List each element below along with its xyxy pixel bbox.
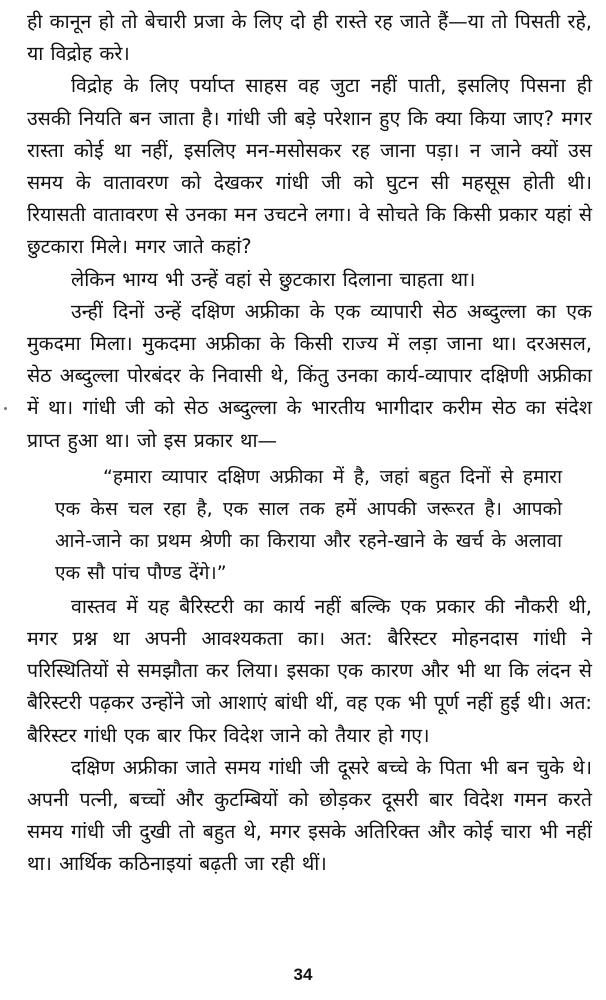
margin-mark <box>4 407 7 410</box>
paragraph-4: उन्हीं दिनों उन्हें दक्षिण अफ्रीका के एक व्यापारी सेठ अब्दुल्ला का एक मुकदमा मिला। मुकदमा अफ्रीका के किसी राज्य में लड़ा जाना था। दरअसल, सेठ अब्दुल्ला पोरबंदर के निवासी थे, किंतु उनका कार्य-व्यापार दक्षिणी अफ्रीका में था। गांधी जी को सेठ अब्दुल्ला के भारतीय भागीदार करीम सेठ का संदेश प्राप्त हुआ था। जो इस प्रकार था— <box>27 299 592 452</box>
paragraph-1: ही कानून हो तो बेचारी प्रजा के लिए दो ही रास्ते रह जाते हैं—या तो पिसती रहे, या विद्रोह करे। <box>27 10 592 66</box>
page-number: 34 <box>293 965 313 984</box>
block-quote-text: “हमारा व्यापार दक्षिण अफ्रीका में है, जहां बहुत दिनों से हमारा एक केस चल रहा है, एक साल तक हमें आपकी जरूरत है। आपको आने-जाने का प्रथम श्रेणी का किराया और रहने-खाने के खर्च के अलावा एक सौ पांच पौण्ड देंगे।” <box>55 465 562 584</box>
paragraph-3: लेकिन भाग्य भी उन्हें वहां से छुटकारा दिलाना चाहता था। <box>71 267 476 291</box>
paragraph-5: वास्तव में यह बैरिस्टरी का कार्य नहीं बल्कि एक प्रकार की नौकरी थी, मगर प्रश्न था अपनी आवश्यकता का। अत: बैरिस्टर मोहनदास गांधी ने परिस्थितियों से समझौता कर लिया। इसका एक कारण और भी था कि लंदन से बैरिस्टरी पढ़कर उन्होंने जो आशाएं बांधी थीं, वह एक भी पूर्ण नहीं हुई थी। अत: बैरिस्टर गांधी एक बार फिर विदेश जाने को तैयार हो गए। <box>27 594 592 747</box>
paragraph-6: दक्षिण अफ्रीका जाते समय गांधी जी दूसरे बच्चे के पिता भी बन चुके थे। अपनी पत्नी, बच्चों और कुटम्बियों को छोड़कर दूसरी बार विदेश गमन करते समय गांधी जी दुखी तो बहुत थे, मगर इसके अतिरिक्त और कोई चारा भी नहीं था। आर्थिक कठिनाइयां बढ़ती जा रही थीं। <box>27 755 592 876</box>
block-quote <box>27 461 592 589</box>
paragraph-2: विद्रोह के लिए पर्याप्त साहस वह जुटा नहीं पाती, इसलिए पिसना ही उसकी नियति बन जाता है। गांधी जी बड़े परेशान हुए कि क्या किया जाए? मगर रास्ता कोई था नहीं, इसलिए मन-मसोसकर रह जाना पड़ा। न जाने क्यों उस समय के वातावरण को देखकर गांधी जी को घुटन सी महसूस होती थी। रियासती वातावरण से उनका मन उचटने लगा। वे सोचते कि किसी प्रकार यहां से छुटकारा मिले। मगर जाते कहां? <box>27 74 592 259</box>
